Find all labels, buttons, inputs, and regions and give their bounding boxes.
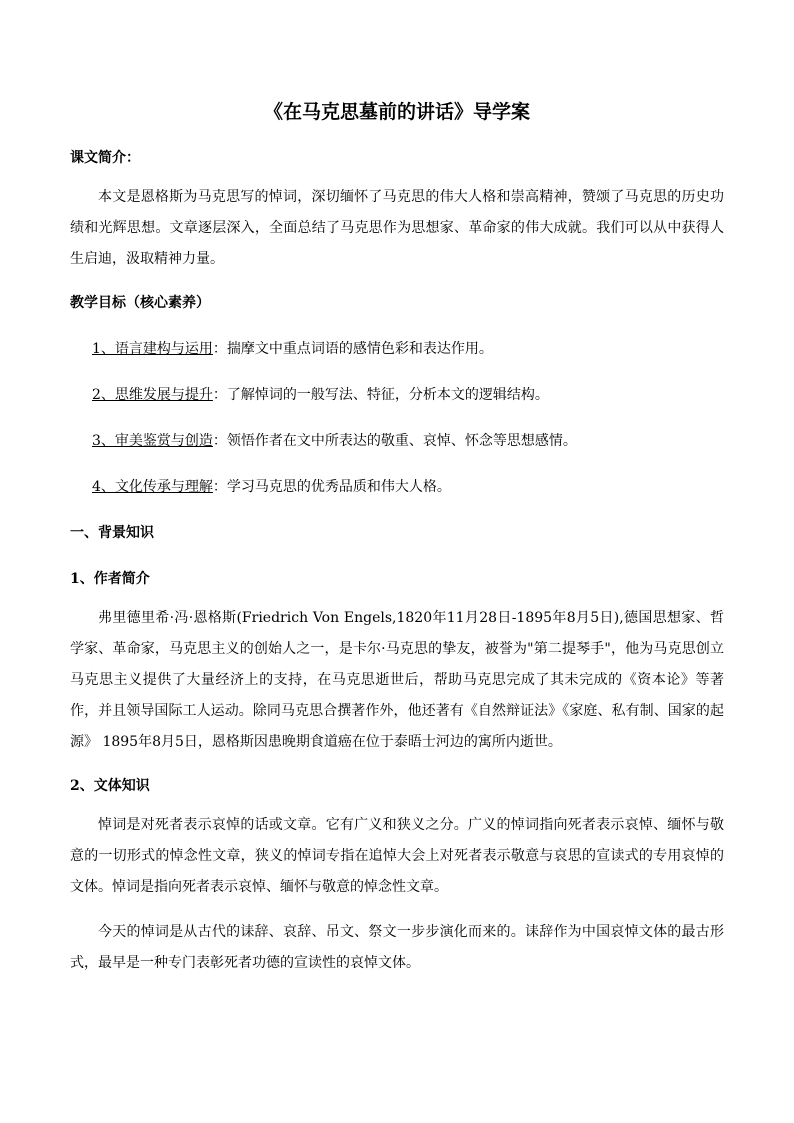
author-paragraph: 弗里德里希·冯·恩格斯(Friedrich Von Engels,1820年11月28日-1895年8月5日),德国思想家、哲学家、革命家，马克思主义的创始人之一，是卡尔·马克思的挚友，被誉为"第二提琴手"，他为马克思创立马克思主义提供了大量经济上的支持，在马克思逝世后，帮助马克思完成了其未完成的《资本论》等著作，并且领导国际工人运动。除同马克思合撰著作外，他还著有《自然辩证法》《家庭、私有制、国家的起源》 1895年8月5日，恩格斯因患晚期食道癌在位于泰晤士河边的寓所内逝世。: [70, 610, 724, 750]
goal-item-3: [70, 431, 724, 451]
intro-paragraph: 本文是恩格斯为马克思写的悼词，深切缅怀了马克思的伟大人格和崇高精神，赞颂了马克思的历史功绩和光辉思想。文章逐层深入，全面总结了马克思作为思想家、革命家的伟大成就。我们可以从中获得人生启迪，汲取精神力量。: [70, 189, 724, 267]
goal-item-2: [70, 385, 724, 405]
goal-label: 2、思维发展与提升: [92, 387, 213, 403]
goals-heading: 教学目标（核心素养）: [70, 295, 210, 311]
goal-text: ：了解悼词的一般写法、特征，分析本文的逻辑结构。: [212, 387, 549, 403]
author-heading: 1、作者简介: [70, 571, 150, 587]
goal-item-4: [70, 477, 724, 497]
goal-text: ：揣摩文中重点词语的感情色彩和表达作用。: [212, 341, 493, 357]
goal-text: ：学习马克思的优秀品质和伟大人格。: [212, 479, 451, 495]
section1-heading: 一、背景知识: [70, 525, 154, 541]
goal-label: 3、审美鉴赏与创造: [92, 433, 213, 449]
goal-label: 4、文化传承与理解: [92, 479, 213, 495]
intro-heading: 课文简介：: [70, 150, 140, 166]
document-title: 《在马克思墓前的讲话》导学案: [263, 101, 530, 123]
genre-paragraph-2: 今天的悼词是从古代的诔辞、哀辞、吊文、祭文一步步演化而来的。诔辞作为中国哀悼文体的最古形式，最早是一种专门表彰死者功德的宣读性的哀悼文体。: [70, 924, 724, 971]
goal-text: ：领悟作者在文中所表达的敬重、哀悼、怀念等思想感情。: [212, 433, 577, 449]
goal-label: 1、语言建构与运用: [92, 341, 213, 357]
goal-item-1: [70, 339, 724, 359]
genre-heading: 2、文体知识: [70, 778, 150, 794]
document-page: [70, 98, 724, 979]
genre-paragraph-1: 悼词是对死者表示哀悼的话或文章。它有广义和狭义之分。广义的悼词指向死者表示哀悼、缅怀与敬意的一切形式的悼念性文章，狭义的悼词专指在追悼大会上对死者表示敬意与哀思的宣读式的专用哀悼的文体。悼词是指向死者表示哀悼、缅怀与敬意的悼念性文章。: [70, 817, 724, 895]
